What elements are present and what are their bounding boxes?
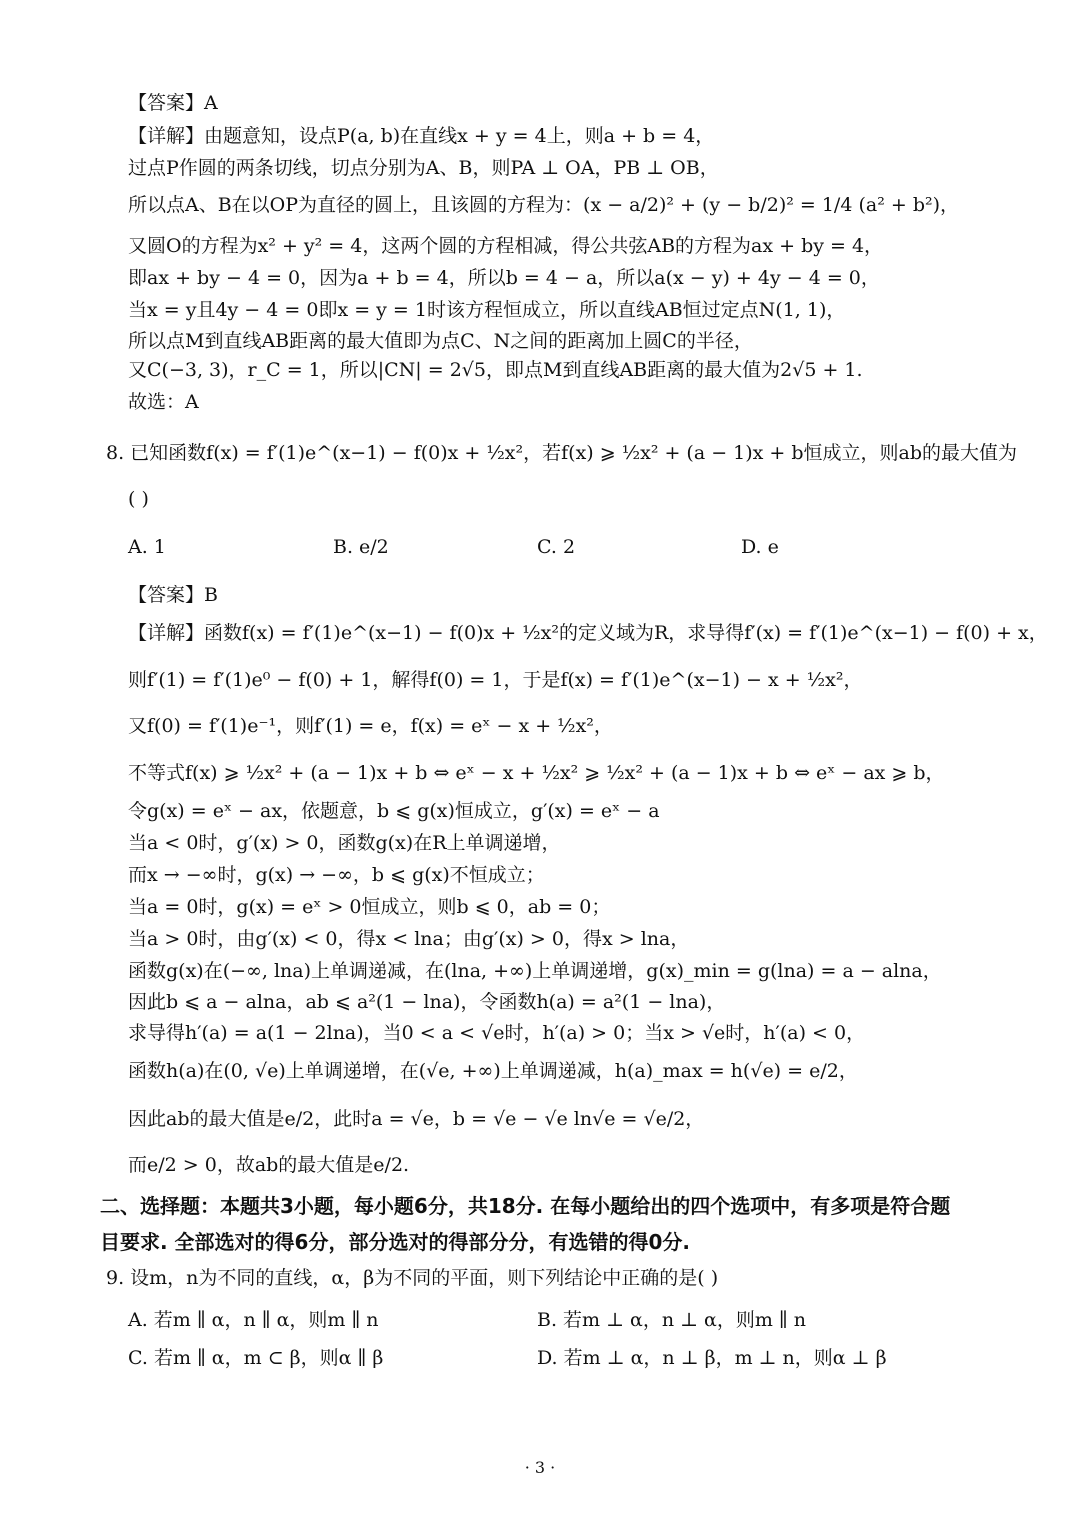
explanation-line: 函数g(x)在(−∞, lna)上单调递减，在(lna, +∞)上单调递增，g(x)_min = g(lna) = a − alna，: [128, 960, 942, 982]
option-d: D. e: [741, 536, 779, 558]
explanation-line: 令g(x) = eˣ − ax，依题意，b ⩽ g(x)恒成立，g′(x) = eˣ − a: [128, 800, 660, 822]
page-number: · 3 ·: [524, 1458, 556, 1477]
explanation-line: 故选：A: [128, 391, 199, 413]
answer-label: 【答案】A: [128, 92, 218, 114]
explanation-line: 则f′(1) = f′(1)e⁰ − f(0) + 1，解得f(0) = 1，于是f(x) = f′(1)e^(x−1) − x + ½x²，: [128, 669, 863, 691]
explanation-line: 不等式f(x) ⩾ ½x² + (a − 1)x + b ⇔ eˣ − x + ½x² ⩾ ½x² + (a − 1)x + b ⇔ eˣ − ax ⩾ b，: [128, 762, 945, 784]
explanation-line: 因此ab的最大值是e/2，此时a = √e，b = √e − √e ln√e = √e/2，: [128, 1108, 705, 1130]
explanation-line: 【详解】由题意知，设点P(a, b)在直线x + y = 4上，则a + b = 4，: [128, 125, 715, 147]
question-8-paren: ( ): [128, 488, 149, 510]
explanation-line: 求导得h′(a) = a(1 − 2lna)，当0 < a < √e时，h′(a) > 0；当x > √e时，h′(a) < 0，: [128, 1022, 866, 1044]
question-8-stem: 8. 已知函数f(x) = f′(1)e^(x−1) − f(0)x + ½x²，若f(x) ⩾ ½x² + (a − 1)x + b恒成立，则ab的最大值为: [106, 442, 1018, 464]
explanation-line: 当a < 0时，g′(x) > 0，函数g(x)在R上单调递增，: [128, 832, 561, 854]
option-b: B. 若m ⊥ α，n ⊥ α，则m ∥ n: [537, 1309, 806, 1331]
section-heading-line-1: 二、选择题：本题共3小题，每小题6分，共18分. 在每小题给出的四个选项中，有多项是符合题: [100, 1194, 951, 1218]
explanation-line: 当a = 0时，g(x) = eˣ > 0恒成立，则b ⩽ 0，ab = 0；: [128, 896, 611, 918]
explanation-line: 所以点A、B在以OP为直径的圆上，且该圆的方程为：(x − a/2)² + (y − b/2)² = 1/4 (a² + b²)，: [128, 194, 960, 216]
explanation-line: 过点P作圆的两条切线，切点分别为A、B，则PA ⊥ OA，PB ⊥ OB，: [128, 157, 719, 179]
explanation-line: 又圆O的方程为x² + y² = 4，这两个圆的方程相减，得公共弦AB的方程为ax + by = 4，: [128, 235, 884, 257]
explanation-line: 当a > 0时，由g′(x) < 0，得x < lna；由g′(x) > 0，得x > lna，: [128, 928, 690, 950]
explanation-line: 当x = y且4y − 4 = 0即x = y = 1时该方程恒成立，所以直线AB恒过定点N(1, 1)，: [128, 299, 846, 321]
answer-label: 【答案】B: [128, 584, 218, 606]
explanation-line: 【详解】函数f(x) = f′(1)e^(x−1) − f(0)x + ½x²的定义域为R，求导得f′(x) = f′(1)e^(x−1) − f(0) + x，: [128, 622, 1048, 644]
option-c: C. 若m ∥ α，m ⊂ β，则α ∥ β: [128, 1347, 384, 1369]
explanation-line: 而x → −∞时，g(x) → −∞，b ⩽ g(x)不恒成立；: [128, 864, 545, 886]
option-c: C. 2: [537, 536, 576, 558]
question-9-stem: 9. 设m，n为不同的直线，α，β为不同的平面，则下列结论中正确的是( ): [106, 1267, 719, 1289]
explanation-line: 函数h(a)在(0, √e)上单调递增，在(√e, +∞)上单调递减，h(a)_max = h(√e) = e/2，: [128, 1060, 858, 1082]
explanation-line: 又C(−3, 3)，r_C = 1，所以|CN| = 2√5，即点M到直线AB距离的最大值为2√5 + 1.: [128, 359, 863, 381]
option-a: A. 1: [128, 536, 166, 558]
option-a: A. 若m ∥ α，n ∥ α，则m ∥ n: [128, 1309, 379, 1331]
option-b: B. e/2: [333, 536, 389, 558]
section-heading-line-2: 目要求. 全部选对的得6分，部分选对的得部分分，有选错的得0分.: [100, 1230, 690, 1254]
explanation-line: 又f(0) = f′(1)e⁻¹，则f′(1) = e，f(x) = eˣ − x + ½x²，: [128, 715, 613, 737]
explanation-line: 即ax + by − 4 = 0，因为a + b = 4，所以b = 4 − a，所以a(x − y) + 4y − 4 = 0，: [128, 267, 880, 289]
explanation-line: 所以点M到直线AB距离的最大值即为点C、N之间的距离加上圆C的半径，: [128, 330, 753, 352]
explanation-line: 因此b ⩽ a − alna，ab ⩽ a²(1 − lna)，令函数h(a) = a²(1 − lna)，: [128, 991, 726, 1013]
explanation-line: 而e/2 > 0，故ab的最大值是e/2.: [128, 1154, 410, 1176]
option-d: D. 若m ⊥ α，n ⊥ β，m ⊥ n，则α ⊥ β: [537, 1347, 887, 1369]
